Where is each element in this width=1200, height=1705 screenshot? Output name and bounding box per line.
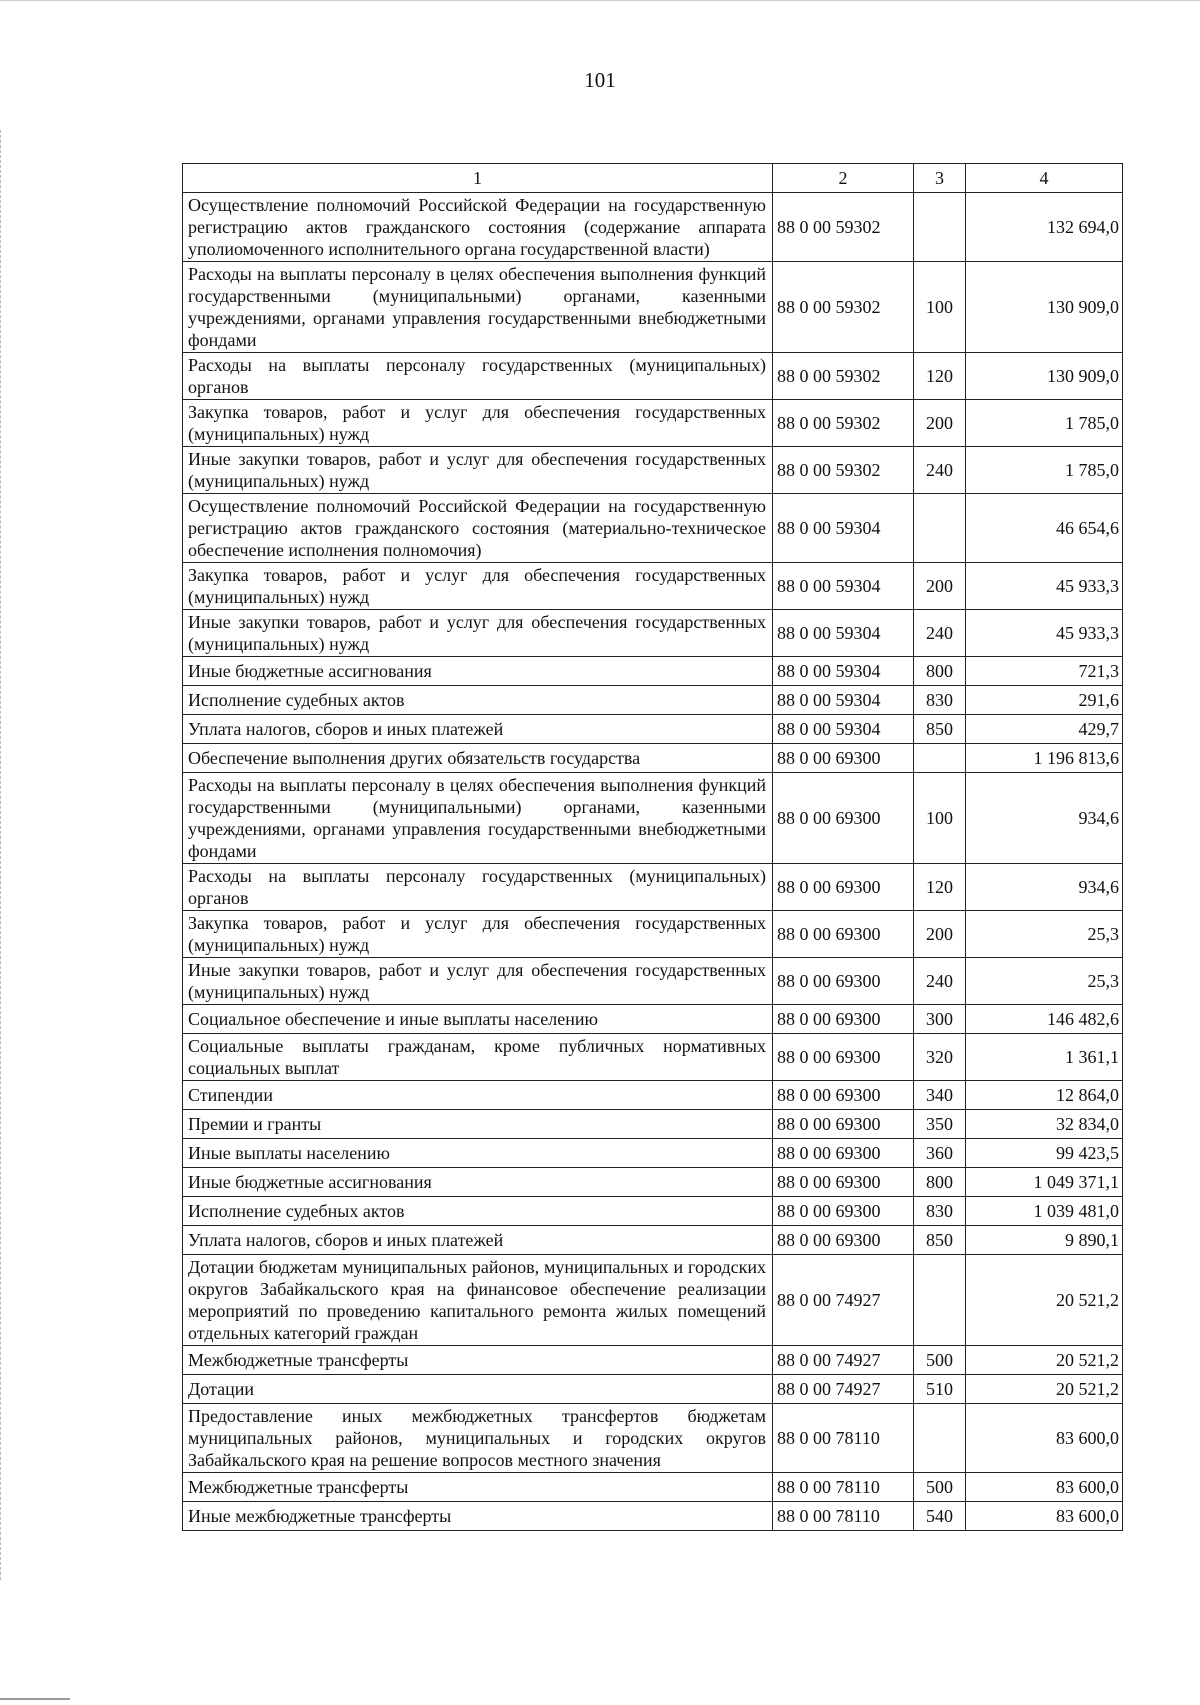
- column-header-2: 2: [773, 164, 914, 193]
- table-row: [183, 864, 1123, 911]
- row-target-code: 88 0 00 59304: [773, 686, 914, 715]
- table-row: [183, 773, 1123, 864]
- row-target-code: 88 0 00 78110: [773, 1404, 914, 1473]
- row-amount: 721,3: [966, 657, 1123, 686]
- table-row: [183, 447, 1123, 494]
- row-target-code: 88 0 00 69300: [773, 1081, 914, 1110]
- row-amount: 1 361,1: [966, 1034, 1123, 1081]
- row-target-code: 88 0 00 59304: [773, 610, 914, 657]
- row-amount: 83 600,0: [966, 1502, 1123, 1531]
- table-row: [183, 262, 1123, 353]
- row-expense-type: [914, 494, 966, 563]
- table-row: [183, 1034, 1123, 1081]
- row-amount: 20 521,2: [966, 1346, 1123, 1375]
- scan-top-edge: [0, 0, 1200, 4]
- row-target-code: 88 0 00 69300: [773, 1139, 914, 1168]
- row-target-code: 88 0 00 69300: [773, 864, 914, 911]
- row-expense-type: 350: [914, 1110, 966, 1139]
- row-expense-type: 830: [914, 1197, 966, 1226]
- row-description: Дотации бюджетам муниципальных районов, муниципальных и городских округов Забайкальского края на финансовое обеспечение реализации мероприятий по проведению капитального ремонта жилых помещений отдельных категорий граждан: [183, 1255, 773, 1346]
- row-expense-type: 120: [914, 864, 966, 911]
- row-amount: 9 890,1: [966, 1226, 1123, 1255]
- row-target-code: 88 0 00 69300: [773, 911, 914, 958]
- row-target-code: 88 0 00 74927: [773, 1346, 914, 1375]
- row-expense-type: 360: [914, 1139, 966, 1168]
- table-row: [183, 1197, 1123, 1226]
- row-target-code: 88 0 00 74927: [773, 1255, 914, 1346]
- row-description: Иные бюджетные ассигнования: [183, 1168, 773, 1197]
- row-description: Осуществление полномочий Российской Федерации на государственную регистрацию актов гражданского состояния (материально-техническое обеспечение исполнения полномочия): [183, 494, 773, 563]
- table-row: [183, 1168, 1123, 1197]
- row-amount: 83 600,0: [966, 1404, 1123, 1473]
- row-description: Межбюджетные трансферты: [183, 1346, 773, 1375]
- row-expense-type: 120: [914, 353, 966, 400]
- row-target-code: 88 0 00 69300: [773, 1168, 914, 1197]
- table-row: [183, 1473, 1123, 1502]
- row-amount: 45 933,3: [966, 610, 1123, 657]
- row-description: Стипендии: [183, 1081, 773, 1110]
- table-row: [183, 400, 1123, 447]
- row-target-code: 88 0 00 78110: [773, 1473, 914, 1502]
- column-header-3: 3: [914, 164, 966, 193]
- row-expense-type: 200: [914, 911, 966, 958]
- row-target-code: 88 0 00 69300: [773, 773, 914, 864]
- row-target-code: 88 0 00 59302: [773, 447, 914, 494]
- row-amount: 291,6: [966, 686, 1123, 715]
- row-target-code: 88 0 00 59304: [773, 657, 914, 686]
- row-description: Социальные выплаты гражданам, кроме публичных нормативных социальных выплат: [183, 1034, 773, 1081]
- row-expense-type: 100: [914, 773, 966, 864]
- table-row: [183, 744, 1123, 773]
- row-expense-type: 500: [914, 1473, 966, 1502]
- column-header-4: 4: [966, 164, 1123, 193]
- table-body: [183, 193, 1123, 1531]
- budget-table: [182, 163, 1123, 1531]
- table-row: [183, 958, 1123, 1005]
- table-row: [183, 610, 1123, 657]
- row-target-code: 88 0 00 59302: [773, 400, 914, 447]
- table-row: [183, 1110, 1123, 1139]
- row-amount: 1 785,0: [966, 447, 1123, 494]
- row-amount: 132 694,0: [966, 193, 1123, 262]
- row-description: Расходы на выплаты персоналу государственных (муниципальных) органов: [183, 864, 773, 911]
- page-number: 101: [584, 68, 616, 92]
- row-target-code: 88 0 00 69300: [773, 744, 914, 773]
- row-amount: 32 834,0: [966, 1110, 1123, 1139]
- table-row: [183, 1404, 1123, 1473]
- row-amount: 934,6: [966, 773, 1123, 864]
- row-target-code: 88 0 00 59302: [773, 353, 914, 400]
- row-description: Межбюджетные трансферты: [183, 1473, 773, 1502]
- row-description: Обеспечение выполнения других обязательств государства: [183, 744, 773, 773]
- row-expense-type: 300: [914, 1005, 966, 1034]
- row-description: Расходы на выплаты персоналу в целях обеспечения выполнения функций государственными (муниципальными) органами, казенными учреждениями, органами управления государственными внебюджетными фондами: [183, 262, 773, 353]
- row-target-code: 88 0 00 69300: [773, 1197, 914, 1226]
- table-header-row: [183, 164, 1123, 193]
- row-description: Премии и гранты: [183, 1110, 773, 1139]
- table-row: [183, 563, 1123, 610]
- row-expense-type: 800: [914, 657, 966, 686]
- table-row: [183, 193, 1123, 262]
- row-description: Закупка товаров, работ и услуг для обеспечения государственных (муниципальных) нужд: [183, 400, 773, 447]
- scan-left-edge: [0, 130, 3, 1580]
- table-row: [183, 1139, 1123, 1168]
- row-expense-type: [914, 1404, 966, 1473]
- row-amount: 1 039 481,0: [966, 1197, 1123, 1226]
- row-expense-type: 340: [914, 1081, 966, 1110]
- row-expense-type: [914, 1255, 966, 1346]
- row-amount: 99 423,5: [966, 1139, 1123, 1168]
- row-expense-type: [914, 193, 966, 262]
- row-amount: 429,7: [966, 715, 1123, 744]
- table-row: [183, 1005, 1123, 1034]
- row-expense-type: 200: [914, 400, 966, 447]
- row-description: Исполнение судебных актов: [183, 1197, 773, 1226]
- row-description: Закупка товаров, работ и услуг для обеспечения государственных (муниципальных) нужд: [183, 911, 773, 958]
- row-amount: 1 049 371,1: [966, 1168, 1123, 1197]
- row-expense-type: 850: [914, 1226, 966, 1255]
- row-amount: 934,6: [966, 864, 1123, 911]
- row-expense-type: 240: [914, 447, 966, 494]
- row-amount: 130 909,0: [966, 262, 1123, 353]
- row-amount: 146 482,6: [966, 1005, 1123, 1034]
- table-row: [183, 1226, 1123, 1255]
- row-target-code: 88 0 00 59304: [773, 563, 914, 610]
- table-row: [183, 1346, 1123, 1375]
- row-description: Иные межбюджетные трансферты: [183, 1502, 773, 1531]
- row-expense-type: [914, 744, 966, 773]
- row-target-code: 88 0 00 59304: [773, 715, 914, 744]
- row-expense-type: 320: [914, 1034, 966, 1081]
- row-amount: 20 521,2: [966, 1375, 1123, 1404]
- column-header-1: 1: [183, 164, 773, 193]
- table-row: [183, 494, 1123, 563]
- table-row: [183, 353, 1123, 400]
- row-target-code: 88 0 00 59302: [773, 262, 914, 353]
- row-target-code: 88 0 00 74927: [773, 1375, 914, 1404]
- row-expense-type: 500: [914, 1346, 966, 1375]
- row-description: Осуществление полномочий Российской Федерации на государственную регистрацию актов гражданского состояния (содержание аппарата уполиомоченного исполнительного органа государственной власти): [183, 193, 773, 262]
- row-description: Расходы на выплаты персоналу государственных (муниципальных) органов: [183, 353, 773, 400]
- row-expense-type: 100: [914, 262, 966, 353]
- row-description: Иные бюджетные ассигнования: [183, 657, 773, 686]
- row-description: Иные закупки товаров, работ и услуг для обеспечения государственных (муниципальных) нужд: [183, 610, 773, 657]
- row-target-code: 88 0 00 69300: [773, 958, 914, 1005]
- row-expense-type: 850: [914, 715, 966, 744]
- row-description: Иные закупки товаров, работ и услуг для обеспечения государственных (муниципальных) нужд: [183, 958, 773, 1005]
- row-target-code: 88 0 00 59304: [773, 494, 914, 563]
- row-amount: 12 864,0: [966, 1081, 1123, 1110]
- table-row: [183, 1375, 1123, 1404]
- table-row: [183, 657, 1123, 686]
- row-expense-type: 200: [914, 563, 966, 610]
- row-description: Предоставление иных межбюджетных трансфертов бюджетам муниципальных районов, муниципальных и городских округов Забайкальского края на решение вопросов местного значения: [183, 1404, 773, 1473]
- row-expense-type: 510: [914, 1375, 966, 1404]
- row-description: Уплата налогов, сборов и иных платежей: [183, 715, 773, 744]
- row-target-code: 88 0 00 69300: [773, 1110, 914, 1139]
- row-description: Расходы на выплаты персоналу в целях обеспечения выполнения функций государственными (муниципальными) органами, казенными учреждениями, органами управления государственными внебюджетными фондами: [183, 773, 773, 864]
- scan-bottom-edge: [0, 1698, 70, 1700]
- table-row: [183, 686, 1123, 715]
- row-description: Закупка товаров, работ и услуг для обеспечения государственных (муниципальных) нужд: [183, 563, 773, 610]
- row-amount: 45 933,3: [966, 563, 1123, 610]
- row-description: Иные закупки товаров, работ и услуг для обеспечения государственных (муниципальных) нужд: [183, 447, 773, 494]
- row-amount: 20 521,2: [966, 1255, 1123, 1346]
- row-amount: 83 600,0: [966, 1473, 1123, 1502]
- row-amount: 1 785,0: [966, 400, 1123, 447]
- row-description: Исполнение судебных актов: [183, 686, 773, 715]
- table-row: [183, 1081, 1123, 1110]
- row-target-code: 88 0 00 69300: [773, 1034, 914, 1081]
- row-target-code: 88 0 00 69300: [773, 1226, 914, 1255]
- row-amount: 1 196 813,6: [966, 744, 1123, 773]
- row-expense-type: 240: [914, 958, 966, 1005]
- row-expense-type: 830: [914, 686, 966, 715]
- row-target-code: 88 0 00 59302: [773, 193, 914, 262]
- row-amount: 25,3: [966, 911, 1123, 958]
- row-expense-type: 240: [914, 610, 966, 657]
- row-description: Дотации: [183, 1375, 773, 1404]
- row-target-code: 88 0 00 69300: [773, 1005, 914, 1034]
- table-row: [183, 911, 1123, 958]
- row-expense-type: 540: [914, 1502, 966, 1531]
- table-row: [183, 1255, 1123, 1346]
- row-description: Иные выплаты населению: [183, 1139, 773, 1168]
- table-row: [183, 715, 1123, 744]
- row-description: Социальное обеспечение и иные выплаты населению: [183, 1005, 773, 1034]
- row-description: Уплата налогов, сборов и иных платежей: [183, 1226, 773, 1255]
- row-amount: 130 909,0: [966, 353, 1123, 400]
- row-target-code: 88 0 00 78110: [773, 1502, 914, 1531]
- table-row: [183, 1502, 1123, 1531]
- row-amount: 46 654,6: [966, 494, 1123, 563]
- row-amount: 25,3: [966, 958, 1123, 1005]
- row-expense-type: 800: [914, 1168, 966, 1197]
